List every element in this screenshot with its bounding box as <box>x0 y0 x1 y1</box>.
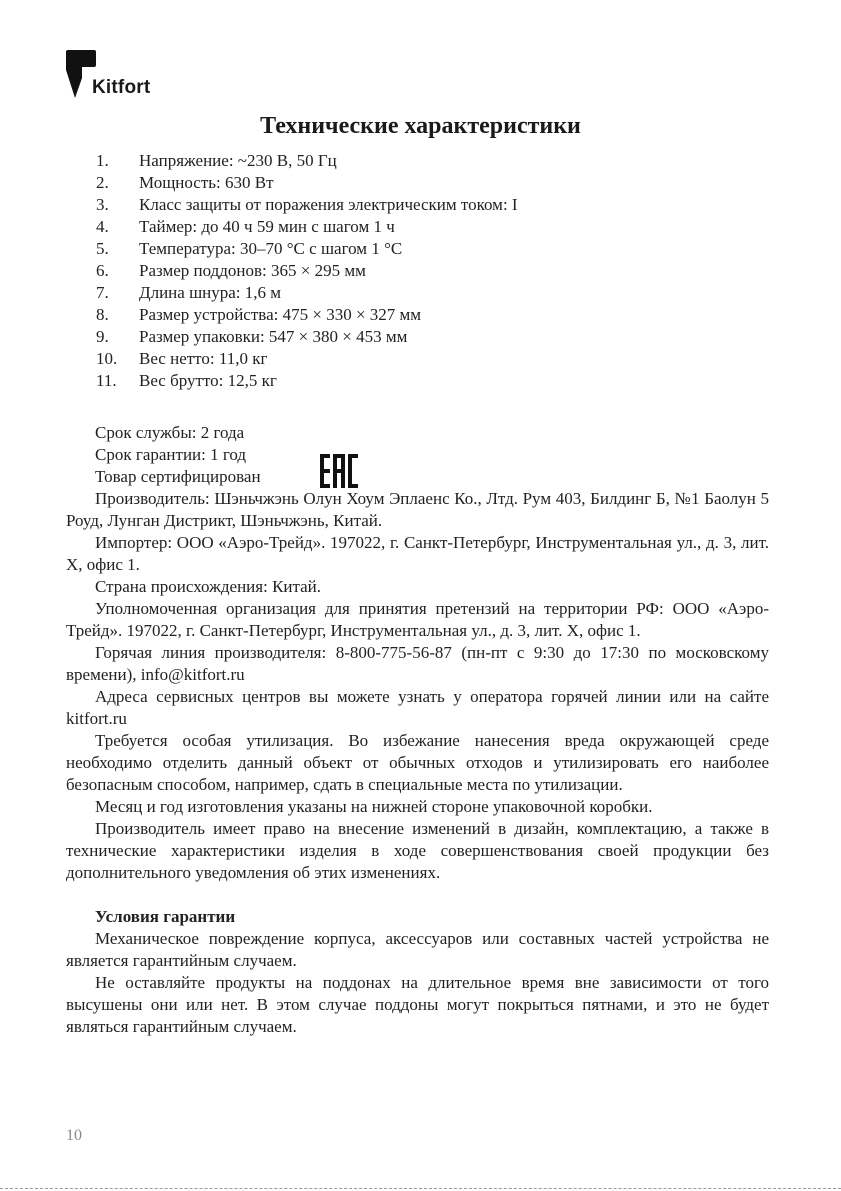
spec-item: 5. Температура: 30–70 °С с шагом 1 °С <box>96 239 403 258</box>
spec-item: 2. Мощность: 630 Вт <box>96 173 274 192</box>
warranty-period: Срок гарантии: 1 год <box>95 445 247 464</box>
brand-logo <box>66 50 176 100</box>
warranty-paragraph: Механическое повреждение корпуса, аксессуаров или составных частей устройства не является гарантийным случаем. <box>66 929 769 970</box>
disposal-info: Требуется особая утилизация. Во избежание нанесения вреда окружающей среде необходимо отделить данный объект от обычных отходов и утилизировать его наиболее безопасным способом, например, сдать в специальные места по утилизации. <box>66 731 769 794</box>
manufacturer-info: Производитель: Шэньчжэнь Олун Хоум Эплаенс Ко., Лтд. Рум 403, Билдинг Б, №1 Баолун 5 Роуд, Лунган Дистрикт, Шэньчжэнь, Китай. <box>66 489 769 530</box>
spec-list <box>96 150 518 392</box>
spec-item: 8. Размер устройства: 475 × 330 × 327 мм <box>96 305 422 324</box>
country-of-origin: Страна происхождения: Китай. <box>95 577 322 596</box>
service-centers-info: Адреса сервисных центров вы можете узнать у оператора горячей линии или на сайте kitfort.ru <box>66 687 769 728</box>
warranty-paragraph: Не оставляйте продукты на поддонах на длительное время вне зависимости от того высушены они или нет. В этом случае поддоны могут покрыться пятнами, и это не будет являться гарантийным случаем. <box>66 973 769 1036</box>
eac-mark-icon <box>320 454 358 488</box>
changes-notice: Производитель имеет право на внесение изменений в дизайн, комплектацию, а также в технические характеристики изделия в ходе совершенствования своей продукции без дополнительного уведомления об этих изменениях. <box>66 819 769 882</box>
importer-info: Импортер: ООО «Аэро-Трейд». 197022, г. Санкт-Петербург, Инструментальная ул., д. 3, лит. Х, офис 1. <box>66 533 769 574</box>
spec-item: 9. Размер упаковки: 547 × 380 × 453 мм <box>96 327 408 346</box>
page-bottom-rule <box>0 1188 841 1189</box>
authorized-organization: Уполномоченная организация для принятия претензий на территории РФ: ООО «Аэро-Трейд». 197022, г. Санкт-Петербург, Инструментальная ул., д. 3, лит. Х, офис 1. <box>66 599 769 640</box>
spec-item: 6. Размер поддонов: 365 × 295 мм <box>96 261 366 280</box>
warranty-section-title: Условия гарантии <box>95 907 236 926</box>
spec-item: 1. Напряжение: ~230 В, 50 Гц <box>96 151 337 170</box>
info-section <box>66 422 769 1038</box>
spec-item: 3. Класс защиты от поражения электрическим током: I <box>96 195 518 214</box>
manufacture-date-info: Месяц и год изготовления указаны на нижней стороне упаковочной коробки. <box>95 797 653 816</box>
page-number: 10 <box>66 1127 82 1144</box>
spec-item: 11. Вес брутто: 12,5 кг <box>96 371 277 390</box>
spec-item: 7. Длина шнура: 1,6 м <box>96 283 282 302</box>
brand-name: Kitfort <box>92 77 151 98</box>
page-title: Технические характеристики <box>260 113 581 139</box>
spec-item: 10. Вес нетто: 11,0 кг <box>96 349 268 368</box>
service-life: Срок службы: 2 года <box>95 423 245 442</box>
spec-item: 4. Таймер: до 40 ч 59 мин с шагом 1 ч <box>96 217 395 236</box>
certification-line <box>66 466 769 488</box>
certification-text: Товар сертифицирован <box>95 467 261 486</box>
hotline-info: Горячая линия производителя: 8-800-775-56-87 (пн-пт с 9:30 до 17:30 по московскому времени), info@kitfort.ru <box>66 643 769 684</box>
